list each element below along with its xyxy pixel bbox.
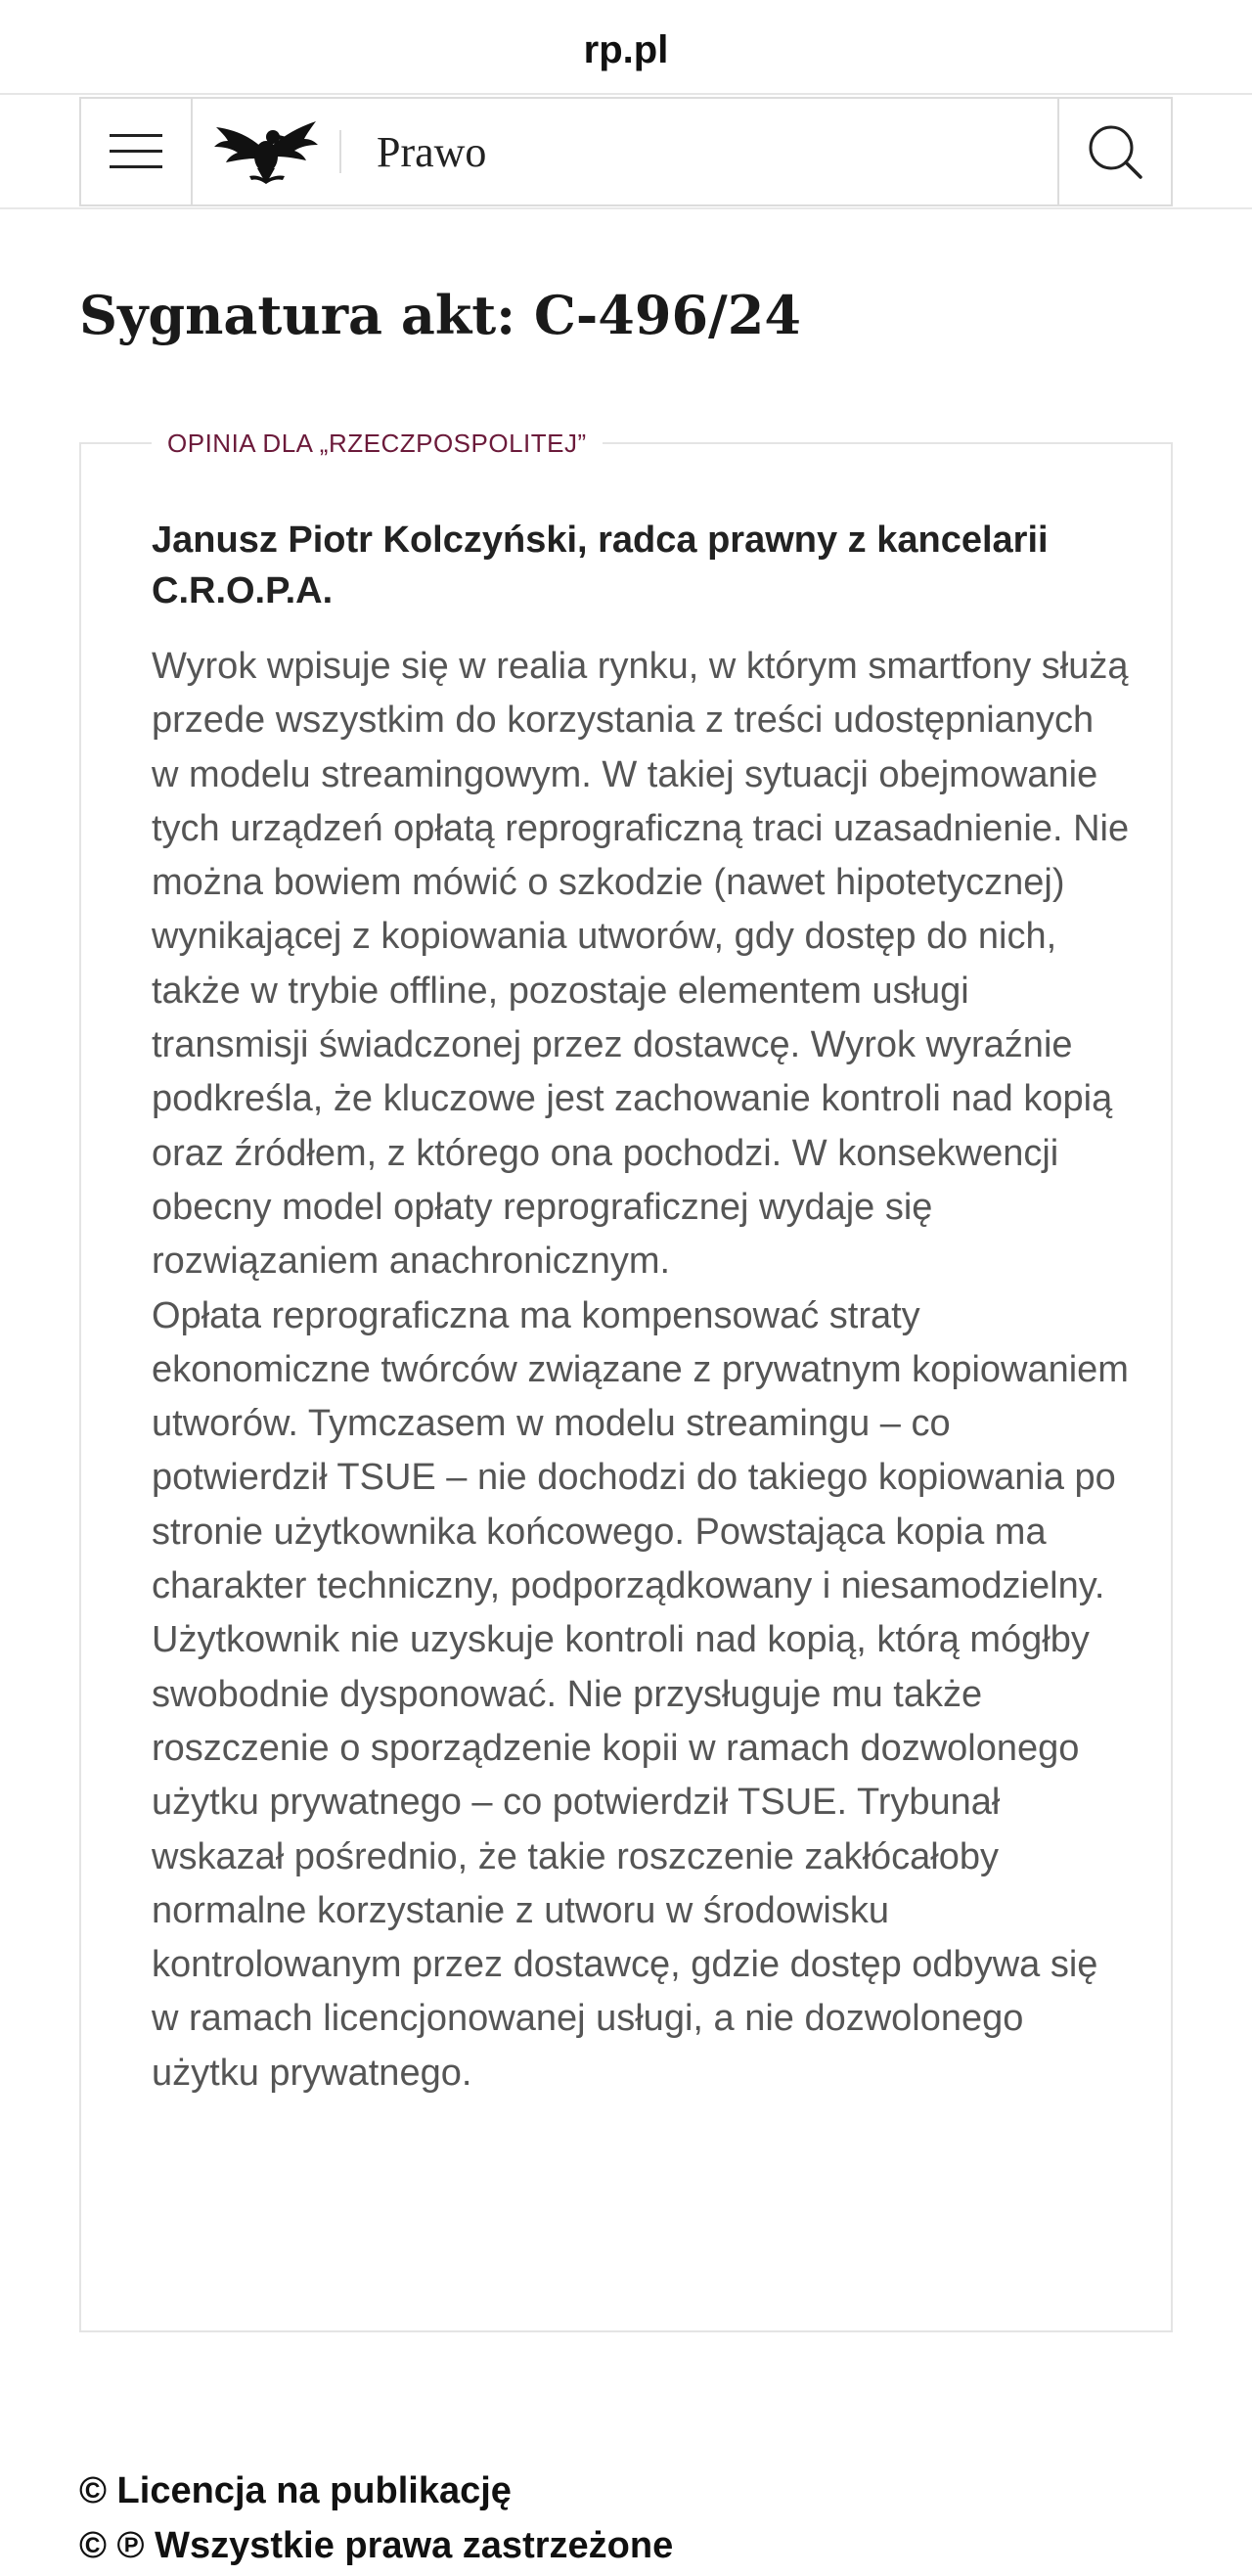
opinion-paragraph-1: Wyrok wpisuje się w realia rynku, w którym smartfony służą przede wszystkim do korzystania z treści udostępnianych w modelu streamingowym. W takiej sytuacji obejmowanie tych urządzeń opłatą reprograficzną traci uzasadnienie. Nie można bowiem mówić o szkodzie (nawet hipotetycznej) wynikającej z kopiowania utworów, gdy dostęp do nich, także w trybie offline, pozostaje elementem usługi transmisji świadczonej przez dostawcę. Wyrok wyraźnie podkreśla, że kluczowe jest zachowanie kontroli nad kopią oraz źródłem, z którego ona pochodzi. W konsekwencji obecny model opłaty reprograficznej wydaje się rozwiązaniem anachronicznym.	[152, 646, 1130, 1283]
opinion-label: OPINIA DLA „RZECZPOSPOLITEJ”	[152, 427, 603, 460]
site-header	[0, 95, 1252, 209]
search-button[interactable]	[1057, 99, 1171, 204]
opinion-box	[79, 429, 1173, 2332]
hamburger-menu-icon	[110, 132, 162, 171]
article-footer	[79, 2463, 1173, 2573]
section-title-label: Prawo	[377, 127, 487, 176]
eagle-logo-icon	[212, 115, 320, 188]
url-text: rp.pl	[583, 28, 669, 71]
license-link[interactable]: © Licencja na publikację	[79, 2470, 512, 2511]
search-icon	[1086, 122, 1144, 181]
header-frame	[79, 97, 1173, 206]
opinion-body	[152, 640, 1130, 2101]
browser-url-bar[interactable]	[0, 0, 1252, 95]
page-title: Sygnatura akt: C-496/24	[79, 284, 801, 346]
rights-notice: © ℗ Wszystkie prawa zastrzeżone	[79, 2525, 674, 2566]
opinion-paragraph-2: Opłata reprograficzna ma kompensować straty ekonomiczne twórców związane z prywatnym kopiowaniem utworów. Tymczasem w modelu streamingu – co potwierdził TSUE – nie dochodzi do takiego kopiowania po stronie użytkownika końcowego. Powstająca kopia ma charakter techniczny, podporządkowany i niesamodzielny. Użytkownik nie uzyskuje kontroli nad kopią, którą mógłby swobodnie dysponować. Nie przysługuje mu także roszczenie o sporządzenie kopii w ramach dozwolonego użytku prywatnego – co potwierdził TSUE. Trybunał wskazał pośrednio, że takie roszczenie zakłócałoby normalne korzystanie z utworu w środowisku kontrolowanym przez dostawcę, gdzie dostęp odbywa się w ramach licencjonowanej usługi, a nie dozwolonego użytku prywatnego.	[152, 1294, 1129, 2094]
menu-button[interactable]	[81, 99, 193, 204]
section-title[interactable]	[341, 99, 1057, 204]
opinion-author: Janusz Piotr Kolczyński, radca prawny z kancelarii C.R.O.P.A.	[152, 520, 1049, 611]
site-logo[interactable]	[193, 99, 339, 204]
